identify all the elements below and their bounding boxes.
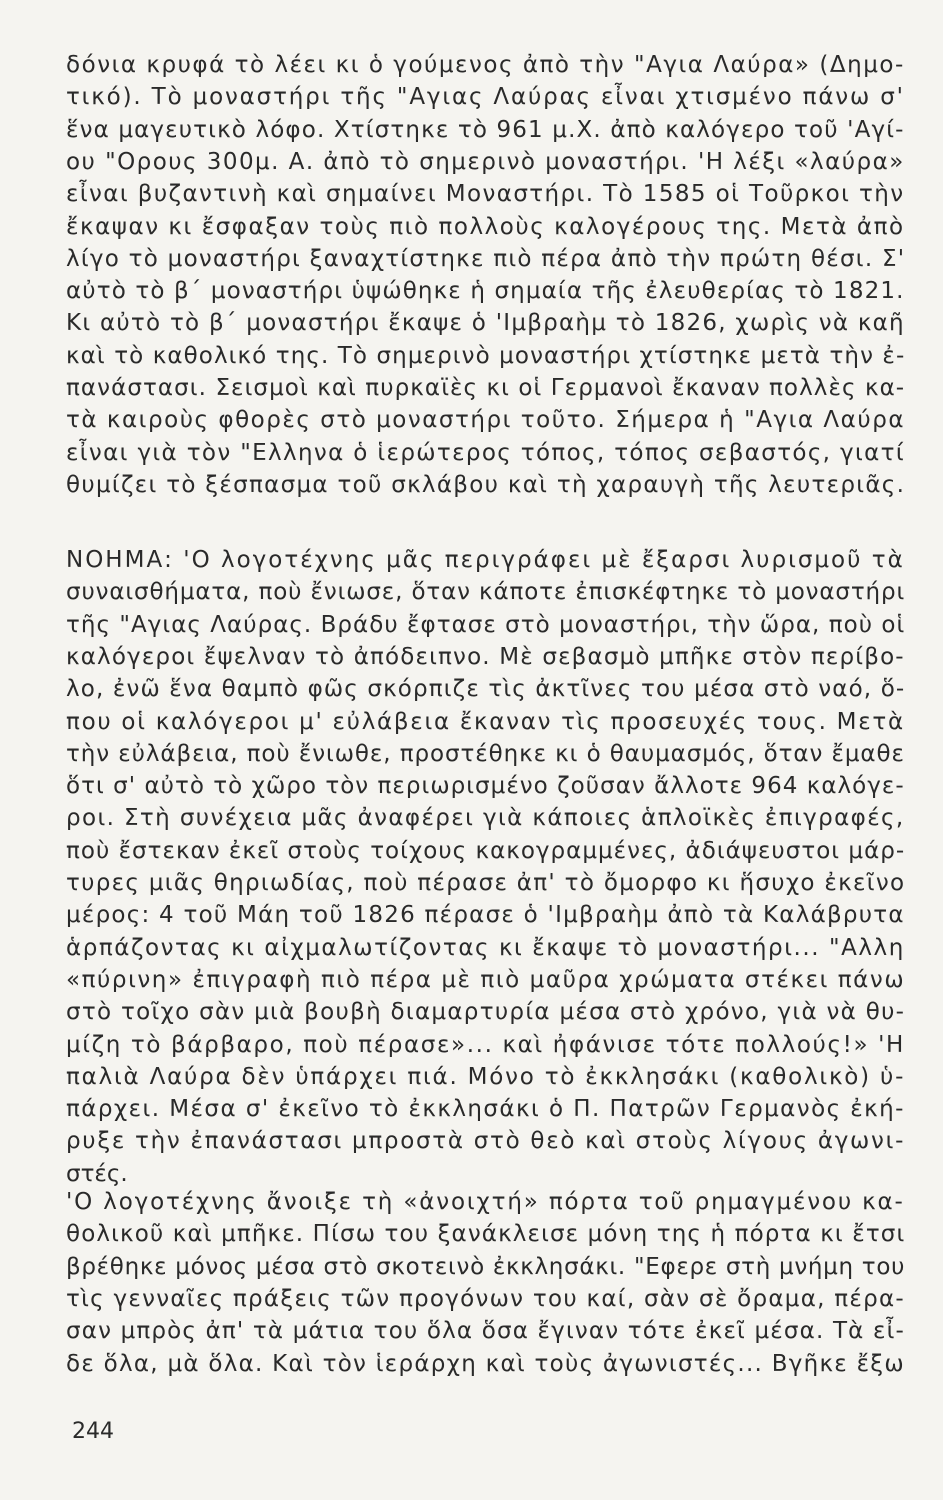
text-line: βρέθηκε μόνος μέσα στὸ σκοτεινὸ ἐκκλησάκι. "Εφερε στὴ μνήμη του — [66, 1254, 906, 1280]
text-line: καὶ τὸ καθολικό της. Τὸ σημερινὸ μοναστήρι χτίστηκε μετὰ τὴν ἐ- — [66, 343, 906, 369]
text-line: τῆς "Αγιας Λαύρας. Βράδυ ἔφτασε στὸ μοναστήρι, τὴν ὥρα, ποὺ οἱ — [66, 612, 906, 638]
text-line: ΝΟΗΜΑ: 'Ο λογοτέχνης μᾶς περιγράφει μὲ ἔξαρσι λυρισμοῦ τὰ — [66, 547, 905, 573]
text-line: θυμίζει τὸ ξέσπασμα τοῦ σκλάβου καὶ τὴ χαραυγὴ τῆς λευτεριᾶς. — [66, 472, 906, 498]
text-line: πανάστασι. Σεισμοὶ καὶ πυρκαϊὲς κι οἱ Γερμανοὶ ἔκαναν πολλὲς κα- — [66, 375, 906, 401]
text-line: συναισθήματα, ποὺ ἔνιωσε, ὅταν κάποτε ἐπισκέφτηκε τὸ μοναστήρι — [66, 579, 906, 605]
text-line: πάρχει. Μέσα σ' ἐκεῖνο τὸ ἐκκλησάκι ὁ Π. Πατρῶν Γερμανὸς ἐκή- — [66, 1096, 905, 1122]
text-line: στὸ τοῖχο σὰν μιὰ βουβὴ διαμαρτυρία μέσα στὸ χρόνο, γιὰ νὰ θυ- — [66, 999, 906, 1025]
text-line: τὶς γενναῖες πράξεις τῶν προγόνων του καί, σὰν σὲ ὄραμα, πέρα- — [66, 1286, 906, 1312]
text-line: δε ὅλα, μὰ ὅλα. Καὶ τὸν ἱεράρχη καὶ τοὺς ἀγωνιστές... Βγῆκε ἔξω — [66, 1351, 905, 1377]
text-line: ἁρπάζοντας κι αἰχμαλωτίζοντας κι ἔκαψε τὸ μοναστήρι... "Αλλη — [66, 935, 905, 961]
text-line: παλιὰ Λαύρα δὲν ὑπάρχει πιά. Μόνο τὸ ἐκκλησάκι (καθολικὸ) ὑ- — [66, 1064, 906, 1090]
text-line: ου "Ορους 300μ. Α. ἀπὸ τὸ σημερινὸ μοναστήρι. 'Η λέξι «λαύρα» — [66, 149, 905, 175]
text-line: τικό). Τὸ μοναστήρι τῆς "Αγιας Λαύρας εἶναι χτισμένο πάνω σ' — [66, 84, 905, 110]
page-number: 244 — [72, 1419, 114, 1444]
text-line: εἶναι γιὰ τὸν "Ελληνα ὁ ἱερώτερος τόπος, τόπος σεβαστός, γιατί — [66, 440, 905, 466]
text-line: «πύρινη» ἐπιγραφὴ πιὸ πέρα μὲ πιὸ μαῦρα χρώματα στέκει πάνω — [66, 967, 906, 993]
text-line: που οἱ καλόγεροι μ' εὐλάβεια ἔκαναν τὶς προσευχές τους. Μετὰ — [66, 709, 905, 735]
text-line: Κι αὐτὸ τὸ β΄ μοναστήρι ἔκαψε ὁ 'Ιμβραὴμ τὸ 1826, χωρὶς νὰ καῆ — [66, 310, 905, 336]
text-line: καλόγεροι ἔψελναν τὸ ἀπόδειπνο. Μὲ σεβασμὸ μπῆκε στὸν περίβο- — [66, 644, 905, 670]
text-line: ὅτι σ' αὐτὸ τὸ χῶρο τὸν περιωρισμένο ζοῦσαν ἄλλοτε 964 καλόγε- — [66, 773, 905, 799]
text-line: ροι. Στὴ συνέχεια μᾶς ἀναφέρει γιὰ κάποιες ἁπλοϊκὲς ἐπιγραφές, — [66, 805, 905, 831]
text-line: ποὺ ἔστεκαν ἐκεῖ στοὺς τοίχους κακογραμμένες, ἀδιάψευστοι μάρ- — [66, 838, 906, 864]
text-line: σαν μπρὸς ἀπ' τὰ μάτια του ὅλα ὅσα ἔγιναν τότε ἐκεῖ μέσα. Τὰ εἶ- — [66, 1318, 906, 1344]
text-line: ἔκαψαν κι ἔσφαξαν τοὺς πιὸ πολλοὺς καλογέρους της. Μετὰ ἀπὸ — [66, 214, 905, 240]
text-line: ἕνα μαγευτικὸ λόφο. Χτίστηκε τὸ 961 μ.Χ. ἀπὸ καλόγερο τοῦ 'Αγί- — [66, 117, 905, 143]
text-line: τὴν εὐλάβεια, ποὺ ἔνιωθε, προστέθηκε κι ὁ θαυμασμός, ὅταν ἔμαθε — [66, 741, 905, 767]
text-line: τὰ καιροὺς φθορὲς στὸ μοναστήρι τοῦτο. Σήμερα ἡ "Αγια Λαύρα — [66, 407, 906, 433]
text-line: λο, ἐνῶ ἕνα θαμπὸ φῶς σκόρπιζε τὶς ἀκτῖνες του μέσα στὸ ναό, ὅ- — [66, 676, 906, 702]
text-line: δόνια κρυφά τὸ λέει κι ὁ γούμενος ἀπὸ τὴν "Αγια Λαύρα» (Δημο- — [66, 52, 905, 78]
text-line: ρυξε τὴν ἐπανάστασι μπροστὰ στὸ θεὸ καὶ στοὺς λίγους ἀγωνι- — [66, 1128, 906, 1154]
text-line: αὐτὸ τὸ β΄ μοναστήρι ὑψώθηκε ἡ σημαία τῆς ἐλευθερίας τὸ 1821. — [66, 278, 905, 304]
text-line: μίζη τὸ βάρβαρο, ποὺ πέρασε»... καὶ ἠφάνισε τότε πολλούς!» 'Η — [66, 1032, 905, 1058]
text-line: θολικοῦ καὶ μπῆκε. Πίσω του ξανάκλεισε μόνη της ἡ πόρτα κι ἔτσι — [66, 1221, 906, 1247]
text-line: τυρες μιᾶς θηριωδίας, ποὺ πέρασε ἀπ' τὸ ὄμορφο κι ἥσυχο ἐκεῖνο — [66, 870, 906, 896]
text-line: στές. — [66, 1161, 128, 1187]
text-line: 'Ο λογοτέχνης ἄνοιξε τὴ «ἀνοιχτή» πόρτα τοῦ ρημαγμένου κα- — [66, 1189, 905, 1215]
text-line: μέρος: 4 τοῦ Μάη τοῦ 1826 πέρασε ὁ 'Ιμβραὴμ ἀπὸ τὰ Καλάβρυτα — [66, 902, 905, 928]
text-line: εἶναι βυζαντινὴ καὶ σημαίνει Μοναστήρι. Τὸ 1585 οἱ Τοῦρκοι τὴν — [66, 181, 905, 207]
text-line: λίγο τὸ μοναστήρι ξαναχτίστηκε πιὸ πέρα ἀπὸ τὴν πρώτη θέσι. Σ' — [66, 246, 906, 272]
